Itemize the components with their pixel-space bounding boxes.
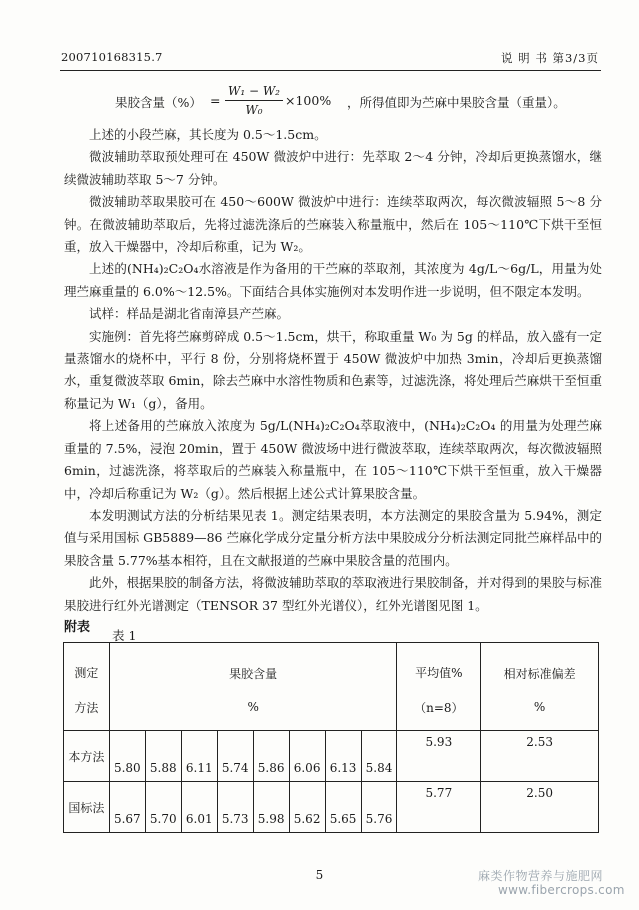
header-average: 平均值% （n=8） [397,643,481,731]
appendix-heading: 附表 [64,619,91,635]
patent-number: 200710168315.7 [61,50,163,64]
formula-tail: ，所得值即为苎麻中果胶含量（重量）。 [347,95,566,110]
rsd-cell: 2.53 [481,731,599,782]
value-cell: 5.73 [217,782,253,833]
watermark-url: www.fibercrops.com [498,883,625,897]
paragraph: 微波辅助萃取果胶可在 450～600W 微波炉中进行：连续萃取两次，每次微波辐照 5～8 分钟。在微波辅助萃取后，先将过滤洗涤后的苎麻装入称量瓶中，然后在 105～110℃下烘干至恒重，放入干燥器中，冷却后称重，记为 W₂。 [64,194,602,255]
table-caption: 表 1 [112,628,137,643]
paragraph: 将上述备用的苎麻放入浓度为 5g/L(NH₄)₂C₂O₄萃取液中，(NH₄)₂C₂O₄ 的用量为处理苎麻重量的 7.5%，浸泡 20min，置于 450W 微波场中进行微波萃取，连续萃取两次，每次微波辐照 6min，过滤洗涤，将萃取后的苎麻装入称量瓶中，在 105～110℃下烘干至恒重，放入干燥器中，冷却后称重记为 W₂（g）。然后根据上述公式计算果胶含量。 [64,418,602,501]
table-row [64,731,599,782]
value-cell: 5.76 [361,782,397,833]
rsd-cell: 2.50 [481,782,599,833]
value-cell: 5.70 [145,782,181,833]
header-method: 测定 方法 [64,643,110,731]
value-cell: 5.98 [253,782,289,833]
value-cell: 5.62 [289,782,325,833]
header-rule [60,70,601,71]
formula-multiplier: ×100% [285,93,332,108]
value-cell: 5.80 [109,731,145,782]
value-cell: 6.01 [181,782,217,833]
header-pectin-content: 果胶含量 % [109,643,397,731]
average-cell: 5.93 [397,731,481,782]
fraction-bar [225,100,283,101]
page-label: 说 明 书 第3/3页 [501,51,599,65]
value-cell: 6.11 [181,731,217,782]
header-rsd: 相对标准偏差 % [481,643,599,731]
page-number: 5 [315,868,324,882]
value-cell: 5.67 [109,782,145,833]
formula-denominator: W₀ [245,103,263,117]
value-cell: 5.86 [253,731,289,782]
formula-numerator: W₁ − W₂ [228,84,280,98]
page-header [61,50,599,70]
paragraph: 本发明测试方法的分析结果见表 1。测定结果表明，本方法测定的果胶含量为 5.94%，测定值与采用国标 GB5889—86 苎麻化学成分定量分析方法中果胶成分分析法测定同批苎麻样品中的果胶含量 5.77%基本相符，且在文献报道的苎麻中果胶含量的范围内。 [64,507,602,568]
value-cell: 5.74 [217,731,253,782]
value-cell: 5.84 [361,731,397,782]
paragraph: 实施例：首先将苎麻剪碎成 0.5～1.5cm，烘干，称取重量 W₀ 为 5g 的样品，放入盛有一定量蒸馏水的烧杯中，平行 8 份，分别将烧杯置于 450W 微波炉中加热 3min，冷却后更换蒸馏水，重复微波萃取 6min，除去苎麻中水溶性物质和色素等，过滤洗涤，将处理后苎麻烘干至恒重称量记为 W₁（g），备用。 [64,328,602,411]
watermark-title: 麻类作物营养与施肥网 [478,869,604,883]
formula-fraction [225,84,283,117]
value-cell: 6.06 [289,731,325,782]
value-cell: 5.88 [145,731,181,782]
paragraph: 此外，根据果胶的制备方法，将微波辅助萃取的萃取液进行果胶制备，并对得到的果胶与标准果胶进行红外光谱测定（TENSOR 37 型红外光谱仪），红外光谱图见图 1。 [64,575,602,613]
value-cell: 6.13 [325,731,361,782]
paragraph: 试样：样品是湖北省南漳县产苎麻。 [89,306,290,322]
paragraph: 上述的小段苎麻，其长度为 0.5～1.5cm。 [89,127,327,142]
formula-equals: = [210,93,221,108]
row-method: 国标法 [64,782,110,833]
pectin-formula [115,84,615,118]
table-row [64,782,599,833]
paragraph: 微波辅助萃取预处理可在 450W 微波炉中进行：先萃取 2～4 分钟，冷却后更换蒸馏水，继续微波辅助萃取 5～7 分钟。 [64,149,602,187]
results-table [63,642,599,833]
row-method: 本方法 [64,731,110,782]
value-cell: 5.65 [325,782,361,833]
document-body [64,124,602,639]
average-cell: 5.77 [397,782,481,833]
formula-label: 果胶含量（%） [115,95,202,110]
paragraph: 上述的(NH₄)₂C₂O₄水溶液是作为备用的干苎麻的萃取剂，其浓度为 4g/L～6g/L，用量为处理苎麻重量的 6.0%～12.5%。下面结合具体实施例对本发明作进一步说明，但不限定本发明。 [64,261,602,299]
